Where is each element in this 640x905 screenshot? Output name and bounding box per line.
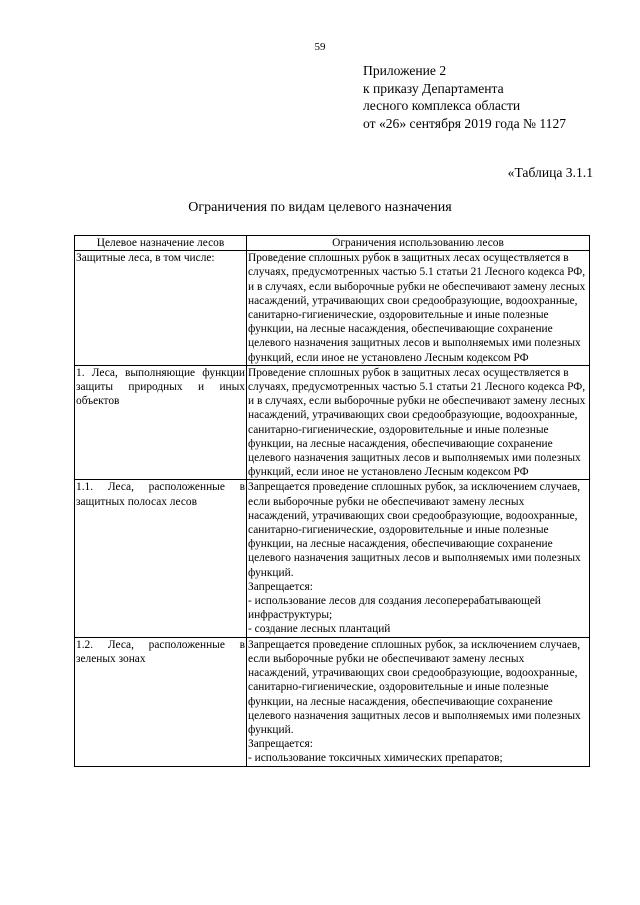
restriction-paragraph: Проведение сплошных рубок в защитных лесах осуществляется в случаях, предусмотренных частью 5.1 статьи 21 Лесного кодекса РФ, и в случаях, если выборочные рубки не обеспечивают замену лесных насаждений, утрачивающих свои средообразующие, водоохранные, санитарно-гигиенические, оздоровительные и иные полезные функции, на лесные насаждения, обеспечивающие сохранение целевого назначения защитных лесов и выполняемых ими полезных функций, если иное не установлено Лесным кодексом РФ <box>248 252 586 364</box>
table-row <box>75 637 590 766</box>
restriction-paragraph: Проведение сплошных рубок в защитных лесах осуществляется в случаях, предусмотренных частью 5.1 статьи 21 Лесного кодекса РФ, и в случаях, если выборочные рубки не обеспечивают замену лесных насаждений, утрачивающих свои средообразующие, водоохранные, санитарно-гигиенические, оздоровительные и иные полезные функции, на лесные насаждения, обеспечивающие сохранение целевого назначения защитных лесов и выполняемых ими полезных функций, если иное не установлено Лесным кодексом РФ <box>248 366 586 479</box>
restriction-paragraph: - создание лесных плантаций <box>248 623 391 636</box>
restriction-cell <box>247 251 590 366</box>
purpose-cell: 1.1. Леса, расположенные в защитных полосах лесов <box>75 480 247 637</box>
table-header-row <box>75 236 590 251</box>
table-row <box>75 251 590 366</box>
restrictions-table <box>74 235 590 767</box>
restriction-paragraph: Запрещается проведение сплошных рубок, за исключением случаев, если выборочные рубки не обеспечивают замену лесных насаждений, утрачивающих свои средообразующие, водоохранные, санитарно-гигиенические, оздоровительные и иные полезные функции, на лесные насаждения, обеспечивающие сохранение целевого назначения защитных лесов и выполняемых ими полезных функций. <box>248 481 581 579</box>
table-row <box>75 480 590 637</box>
restriction-paragraph: - использование токсичных химических препаратов; <box>248 752 503 765</box>
table-heading: Ограничения по видам целевого назначения <box>188 200 452 215</box>
purpose-cell: 1. Леса, выполняющие функции защиты природных и иных объектов <box>75 365 247 480</box>
appendix-line: к приказу Департамента <box>363 80 504 96</box>
restriction-paragraph: Запрещается проведение сплошных рубок, за исключением случаев, если выборочные рубки не обеспечивают замену лесных насаждений, утрачивающих свои средообразующие, водоохранные, санитарно-гигиенические, оздоровительные и иные полезные функции, на лесные насаждения, обеспечивающие сохранение целевого назначения защитных лесов и выполняемых ими полезных функций. <box>248 638 581 736</box>
appendix-line: от «26» сентября 2019 года № 1127 <box>363 115 567 131</box>
table-label: «Таблица 3.1.1 <box>507 165 593 180</box>
table-row <box>75 365 590 480</box>
purpose-cell: Защитные леса, в том числе: <box>75 251 247 366</box>
restriction-cell <box>247 480 590 637</box>
column-header-purpose: Целевое назначение лесов <box>75 236 247 251</box>
appendix-line: Приложение 2 <box>363 63 447 78</box>
appendix-line: лесного комплекса области <box>363 98 521 113</box>
column-header-restrictions: Ограничения использованию лесов <box>247 236 590 251</box>
purpose-cell: 1.2. Леса, расположенные в зеленых зонах <box>75 637 247 766</box>
appendix-header <box>363 62 566 132</box>
restriction-paragraph: Запрещается: <box>248 580 313 593</box>
restriction-paragraph: - использование лесов для создания лесоперерабатывающей инфраструктуры; <box>248 595 541 622</box>
restriction-cell <box>247 365 590 480</box>
page-number: 59 <box>314 41 326 53</box>
restriction-paragraph: Запрещается: <box>248 738 313 751</box>
restriction-cell <box>247 637 590 766</box>
